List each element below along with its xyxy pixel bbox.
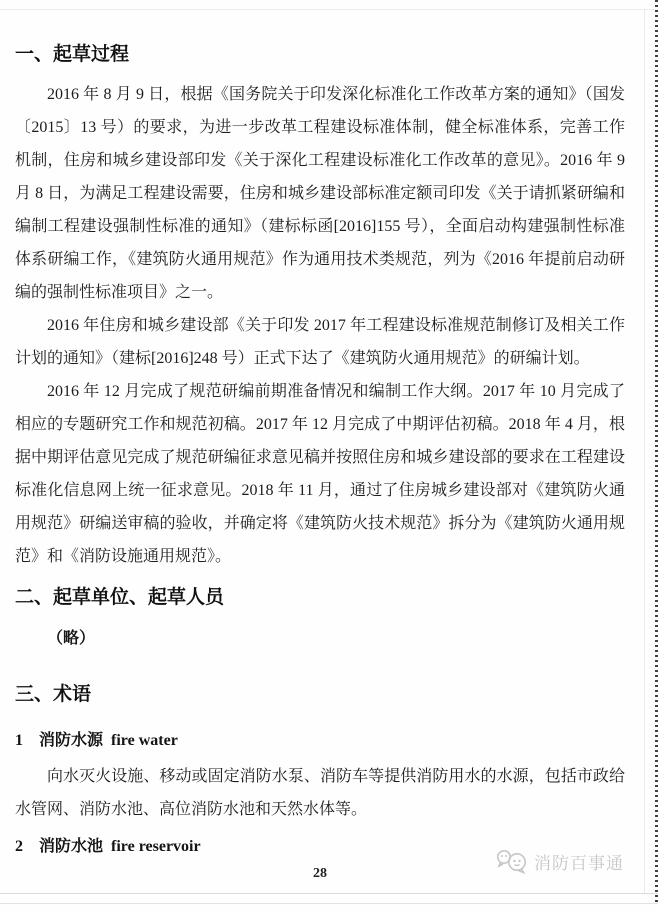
watermark-label: 消防百事通 — [534, 853, 624, 873]
term-item-fire-water — [15, 730, 625, 752]
term-english: fire water — [111, 732, 178, 749]
watermark — [494, 848, 624, 874]
term-chinese: 消防水源 — [39, 732, 104, 749]
term-definition-fire-water: 向水灭火设施、移动或固定消防水泵、消防车等提供消防用水的水源，包括市政给水管网、消防水池、高位消防水池和天然水体等。 — [15, 768, 625, 818]
section-heading-terminology: 三、术语 — [15, 684, 92, 705]
page-bottom-edge-line — [0, 893, 658, 894]
term-number: 1 — [15, 732, 23, 749]
chat-bubbles-smiley-icon — [494, 848, 528, 874]
term-number: 2 — [15, 838, 23, 855]
paragraph-drafting-2: 2016 年住房和城乡建设部《关于印发 2017 年工程建设标准规范制修订及相关工作计划的通知》（建标[2016]248 号）正式下达了《建筑防火通用规范》的研编计划。 — [15, 317, 625, 367]
term-chinese: 消防水池 — [39, 838, 104, 855]
paragraph-drafting-3: 2016 年 12 月完成了规范研编前期准备情况和编制工作大纲。2017 年 10 月完成了相应的专题研究工作和规范初稿。2017 年 12 月完成了中期评估初稿。2018 年 4 月，根据中期评估意见完成了规范研编征求意见稿并按照住房和城乡建设部的要求在工程建设标准化信息网上统一征求意见。2018 年 11 月，通过了住房城乡建设部对《建筑防火通用规范》研编送审稿的验收，并确定将《建筑防火技术规范》拆分为《建筑防火通用规范》和《消防设施通用规范》。 — [15, 383, 625, 565]
page-right-edge-line — [644, 9, 645, 893]
section-heading-drafting-process: 一、起草过程 — [15, 44, 130, 65]
omitted-note: （略） — [47, 630, 96, 647]
term-english: fire reservoir — [111, 838, 201, 855]
next-page-top-edge-line — [0, 903, 658, 904]
document-content — [15, 0, 625, 858]
paragraph-drafting-1: 2016 年 8 月 9 日，根据《国务院关于印发深化标准化工作改革方案的通知》（国发〔2015〕13 号）的要求，为进一步改革工程建设标准体制，健全标准体系，完善工作机制，住房和城乡建设部印发《关于深化工程建设标准化工作改革的意见》。2016 年 9 月 8 日，为满足工程建设需要，住房和城乡建设部标准定额司印发《关于请抓紧研编和编制工程建设强制性标准的通知》（建标标函[2016]155 号），全面启动构建强制性标准体系研编工作，《建筑防火通用规范》作为通用技术类规范，列为《2016 年提前启动研编的强制性标准项目》之一。 — [15, 86, 625, 301]
page-number: 28 — [313, 866, 327, 881]
section-heading-drafting-units: 二、起草单位、起草人员 — [15, 587, 225, 608]
